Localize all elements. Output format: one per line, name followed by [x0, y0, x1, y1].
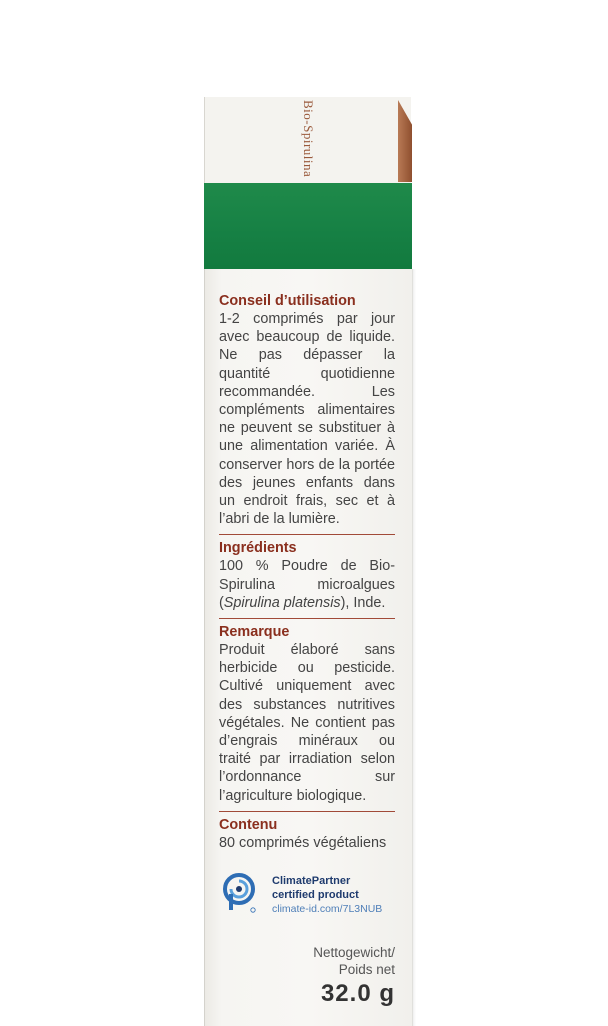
divider — [219, 811, 395, 812]
green-band — [204, 183, 412, 269]
climate-partner-id: climate-id.com/7L3NUB — [272, 903, 383, 915]
net-weight-label-fr: Poids net — [338, 962, 395, 977]
climate-partner-label: certified product — [272, 889, 359, 901]
net-weight-label-de: Nettogewicht/ — [313, 945, 395, 960]
usage-heading: Conseil d’utilisation — [219, 293, 356, 309]
climate-partner-text — [272, 874, 382, 916]
ingredients-heading: Ingrédients — [219, 540, 297, 557]
climate-partner-name: ClimatePartner — [272, 875, 351, 887]
ingredients-text: 100 % Poudre de Bio-Spirulina microalgues (Spirulina platensis), Inde. — [219, 558, 395, 611]
content-text: 80 comprimés végétaliens — [219, 834, 387, 851]
remark-text: Produit élaboré sans herbicide ou pesticide. Cultivé uniquement avec des substances nutritives végétales. Ne contient pas d’engrais minéraux ou traité par irradiation selon l’ordonnance sur l’agriculture biologique. — [219, 642, 395, 804]
remark-heading: Remarque — [219, 624, 290, 641]
lid-brand-text: Bio-Spirulina — [301, 100, 316, 178]
net-weight-value: 32.0 g — [320, 980, 395, 1007]
info-text-block — [219, 292, 395, 852]
divider — [219, 618, 395, 619]
ingredients-latin-name: Spirulina platensis — [223, 594, 341, 611]
usage-text: 1‑2 comprimés par jour avec beaucoup de liquide. Ne pas dépasser la quantité quotidienne recommandée. Les compléments alimentaires ne peuvent se substituer à une alimentation variée. À conserver hors de la portée des jeunes enfants dans un endroit frais, sec et à l’abri de la lumière. — [219, 311, 395, 528]
content-heading: Contenu — [219, 816, 278, 833]
divider — [219, 534, 395, 535]
net-weight-label — [313, 944, 395, 978]
panel-shadow — [412, 269, 416, 1026]
climate-partner-icon — [222, 872, 258, 914]
climate-partner-badge — [222, 870, 402, 918]
